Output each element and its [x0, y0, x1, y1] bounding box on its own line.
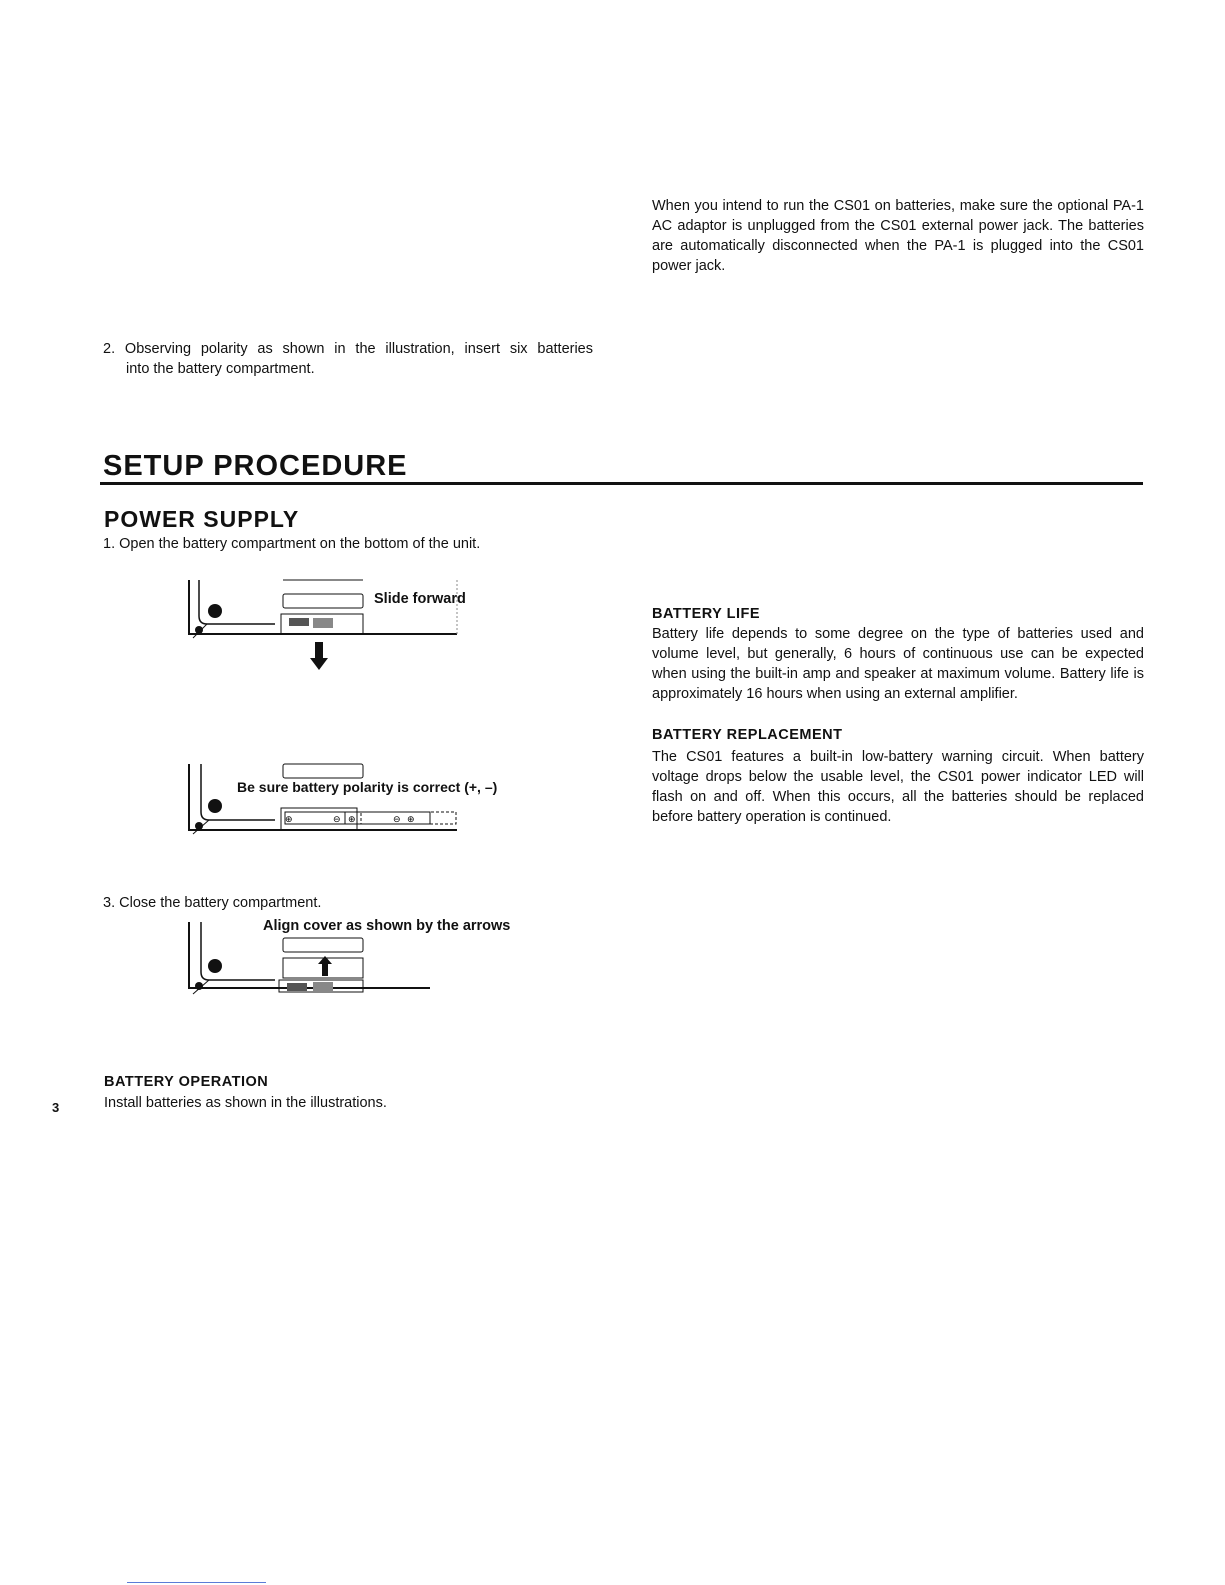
battery-life-heading: BATTERY LIFE: [652, 606, 761, 622]
page-number: 3: [52, 1100, 60, 1115]
battery-replacement-paragraph: The CS01 features a built-in low-battery warning circuit. When battery voltage drops below the usable level, the CS01 power indicator LED will flash on and off. When this occurs, all the batteries should be replaced before battery operation is continued.: [652, 749, 1144, 825]
slide-forward-label: Slide forward: [374, 591, 466, 607]
svg-text:⊖: ⊖: [333, 815, 341, 825]
page-title: SETUP PROCEDURE: [103, 450, 408, 482]
illustration-open-compartment: [185, 576, 475, 686]
bottom-link-underline: [127, 1582, 266, 1583]
illustration-close-compartment: [185, 918, 515, 1013]
step-1-text: 1. Open the battery compartment on the bottom of the unit.: [103, 536, 481, 552]
align-cover-label: Align cover as shown by the arrows: [263, 918, 511, 934]
illustration-insert-batteries: [185, 760, 525, 860]
battery-operation-text: Install batteries as shown in the illustrations.: [104, 1095, 387, 1111]
battery-life-paragraph: Battery life depends to some degree on the type of batteries used and volume level, but generally, 6 hours of continuous use can be expected when using the built-in amp and speaker at maximum volume. Battery life is approximately 16 hours when using an external amplifier.: [652, 626, 1144, 702]
svg-text:⊖: ⊖: [393, 815, 401, 825]
battery-diagram: [185, 760, 525, 860]
battery-operation-heading: BATTERY OPERATION: [104, 1074, 269, 1090]
battery-life-text: [652, 624, 1144, 704]
svg-text:⊕: ⊕: [285, 815, 293, 825]
step-2-text-cont: into the battery compartment.: [126, 361, 315, 377]
polarity-label: Be sure battery polarity is correct (+, –): [237, 779, 498, 795]
section-heading: POWER SUPPLY: [104, 506, 300, 532]
intro-paragraph: When you intend to run the CS01 on batteries, make sure the optional PA-1 AC adaptor is unplugged from the CS01 external power jack. The batteries are automatically disconnected when the PA-1 is plugged into the CS01 power jack.: [652, 198, 1144, 274]
step-3-text: 3. Close the battery compartment.: [103, 895, 322, 911]
intro-text: [652, 196, 1144, 276]
step-2-text: 2. Observing polarity as shown in the illustration, insert six batteries: [103, 341, 593, 357]
svg-text:⊕: ⊕: [407, 815, 415, 825]
battery-replacement-heading: BATTERY REPLACEMENT: [652, 727, 843, 743]
svg-text:⊕: ⊕: [348, 815, 356, 825]
title-rule: [100, 482, 1143, 485]
battery-replacement-text: [652, 747, 1144, 827]
